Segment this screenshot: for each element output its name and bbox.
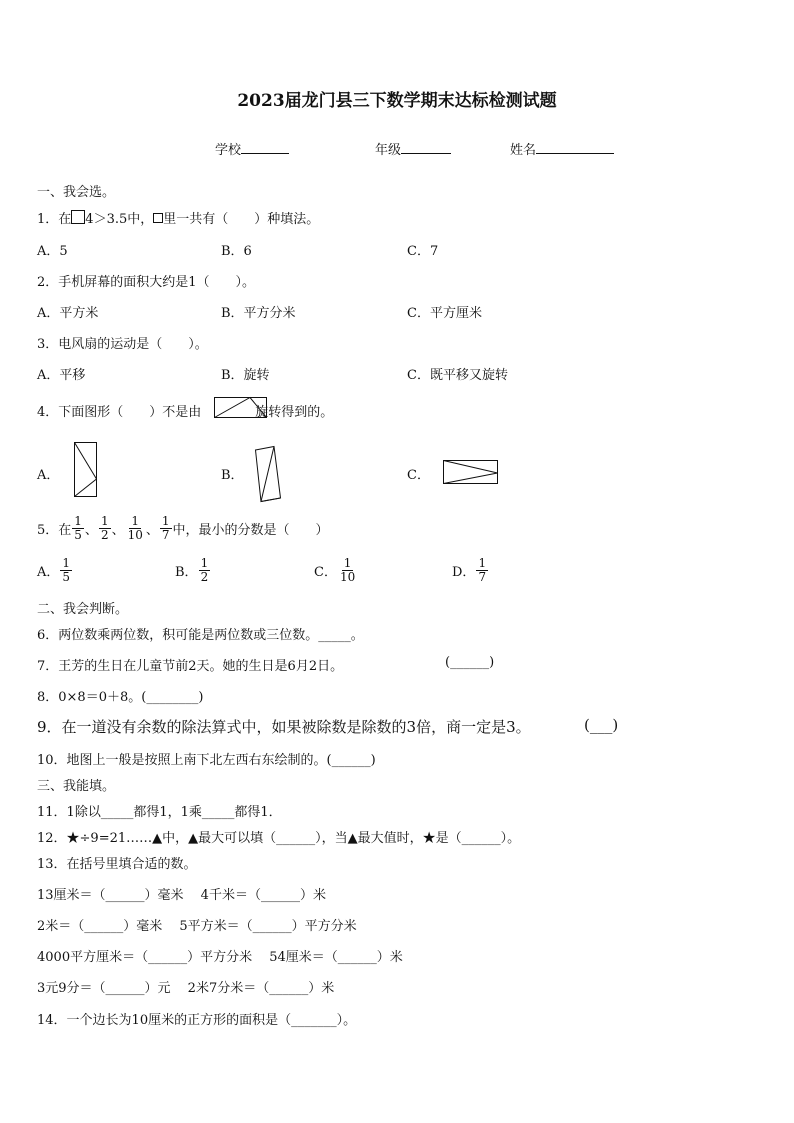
grade-field xyxy=(375,139,451,158)
question-2: 2．手机屏幕的面积大约是1（ ）。 xyxy=(37,275,256,290)
school-blank xyxy=(241,140,289,154)
q4-option-c: C． xyxy=(407,468,430,483)
name-field xyxy=(510,139,614,158)
question-12: 12．★÷9=21……▲中，▲最大可以填（______），当▲最大值时，★是（______）。 xyxy=(37,831,521,846)
question-7: 7．王芳的生日在儿童节前2天。她的生日是6月2日。 xyxy=(37,659,344,674)
name-blank xyxy=(536,140,614,154)
question-9: 9．在一道没有余数的除法算式中，如果被除数是除数的3倍，商一定是3。 xyxy=(37,718,531,736)
question-5: 5．在 $\frac{1}{5}$ 、 $\frac{1}{2}$ 、 $\frac{1}{10}$ 、 $\frac{1}{7}$ 中，最小的分数是（ ） xyxy=(37,514,329,542)
page-title: 2023届龙门县三下数学期末达标检测试题 xyxy=(237,91,557,111)
q5-option-b: B． $\frac{1}{2}$ xyxy=(175,556,209,584)
q3-option-a: A．平移 xyxy=(37,368,86,383)
fraction: $\frac{1}{2}$ xyxy=(100,514,109,542)
q13-line-2: 2米＝（______）毫米 5平方米＝（______）平方分米 xyxy=(37,919,357,934)
school-field xyxy=(215,139,289,158)
q1-option-a: A．5 xyxy=(37,244,68,259)
q13-line-4: 3元9分＝（______）元 2米7分米＝（______）米 xyxy=(37,981,335,996)
question-8: 8．0×8＝0＋8。(________) xyxy=(37,690,204,705)
fraction: $\frac{1}{7}$ xyxy=(161,514,170,542)
section-judge: 二、我会判断。 xyxy=(37,602,129,617)
question-11: 11．1除以_____都得1，1乘_____都得1． xyxy=(37,805,282,820)
grade-label: 年级 xyxy=(375,143,402,158)
question-10: 10．地图上一般是按照上南下北左西右东绘制的。(______) xyxy=(37,753,376,768)
question-14: 14．一个边长为10厘米的正方形的面积是（_______）。 xyxy=(37,1013,357,1028)
question-13: 13．在括号里填合适的数。 xyxy=(37,857,197,872)
q1-option-b: B．6 xyxy=(221,244,252,259)
q3-option-c: C．既平移又旋转 xyxy=(407,368,508,383)
question-1: 1．在 4＞3.5中， 里一共有（ ）种填法。 xyxy=(37,212,320,227)
q4-option-a: A． xyxy=(37,468,60,483)
question-3: 3．电风扇的运动是（ ）。 xyxy=(37,337,208,352)
grade-blank xyxy=(401,140,451,154)
q5-option-a: A． $\frac{1}{5}$ xyxy=(37,556,71,584)
q4-reference-figure xyxy=(214,397,268,419)
q7-answer-blank: (______) xyxy=(445,655,495,670)
q2-option-b: B．平方分米 xyxy=(221,306,296,321)
q5-option-d: D． $\frac{1}{7}$ xyxy=(452,556,487,584)
q1-option-c: C．7 xyxy=(407,244,439,259)
q4-figure-a xyxy=(74,442,98,498)
q13-line-1: 13厘米＝（______）毫米 4千米＝（______）米 xyxy=(37,888,326,903)
school-label: 学校 xyxy=(215,143,242,158)
blank-box xyxy=(71,210,85,224)
fraction: $\frac{1}{10}$ xyxy=(127,514,143,542)
fraction: $\frac{1}{5}$ xyxy=(74,514,82,542)
q3-option-b: B．旋转 xyxy=(221,368,270,383)
q4-figure-b xyxy=(255,446,281,502)
name-label: 姓名 xyxy=(510,143,537,158)
question-6: 6．两位数乘两位数，积可能是两位数或三位数。_____。 xyxy=(37,628,364,643)
section-fill: 三、我能填。 xyxy=(37,779,116,794)
q2-option-a: A．平方米 xyxy=(37,306,99,321)
question-4: 4．下面图形（ ）不是由 旋转得到的。 xyxy=(37,405,334,420)
q2-option-c: C．平方厘米 xyxy=(407,306,482,321)
q5-option-c: C． $\frac{1}{10}$ xyxy=(314,556,356,584)
blank-box-small xyxy=(153,213,163,223)
q13-line-3: 4000平方厘米＝（______）平方分米 54厘米＝（______）米 xyxy=(37,950,403,965)
q4-figure-c xyxy=(443,460,499,486)
q4-option-b: B． xyxy=(221,468,244,483)
section-choose: 一、我会选。 xyxy=(37,185,116,200)
q9-answer-blank: (___) xyxy=(584,716,619,734)
